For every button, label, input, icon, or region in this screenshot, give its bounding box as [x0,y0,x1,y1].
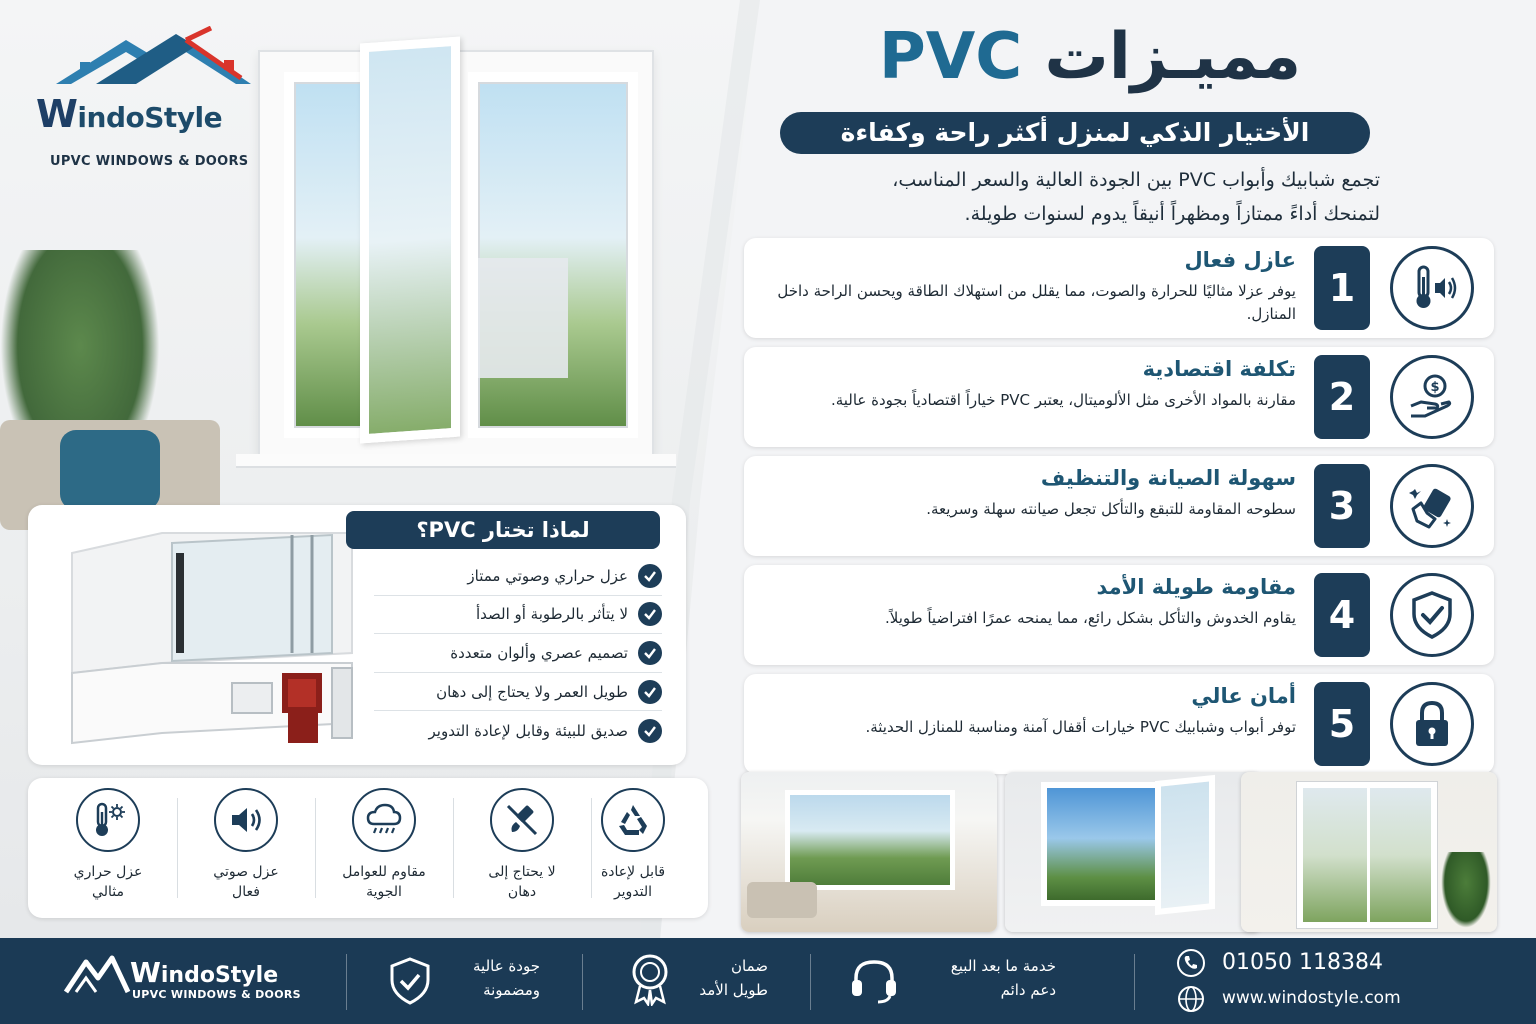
benefits-strip [28,778,708,918]
footer-service-line1: خدمة ما بعد البيع [950,957,1056,975]
shield-check-icon [388,956,432,1006]
footer-warranty-line1: ضمان [731,957,768,975]
why-pvc-card [28,505,686,765]
footer-website[interactable]: www.windostyle.com [1222,988,1401,1008]
footer-quality [440,954,540,1002]
footer-brand [130,956,278,989]
footer-quality-line2: ومضمونة [483,981,540,999]
feature-card-1 [744,238,1494,338]
footer-divider [346,954,347,1010]
phone-icon [1176,948,1206,978]
cleaning-hand-icon [1390,464,1474,548]
list-item [374,634,662,673]
feature-title: تكلفة اقتصادية [1142,357,1296,381]
thermometer-sound-icon [1390,246,1474,330]
money-hand-icon [1390,355,1474,439]
feature-card-4 [744,565,1494,665]
list-item [374,596,662,635]
strip-label: قابل لإعادة [600,864,666,880]
footer-quality-line1: جودة عالية [473,957,540,975]
logo [36,26,276,176]
list-item-label: عزل حراري وصوتي ممتاز [467,566,628,585]
title-pvc: PVC [878,20,1023,94]
globe-icon [1176,984,1206,1014]
feature-title: أمان عالي [1191,684,1296,708]
logo-initial: W [36,92,78,136]
gallery-image-living-room [741,772,997,932]
pvc-profile-illustration [52,513,382,757]
check-icon [638,641,662,665]
logo-brand-text [36,92,222,136]
intro-line-1: تجمع شبابيك وأبواب PVC بين الجودة العالية والسعر المناسب، [892,169,1380,191]
why-list [374,557,662,750]
intro-line-2: لتمنحك أداءً ممتازاً ومظهراً أنيقاً يدوم لسنوات طويلة. [964,203,1380,225]
why-title: لماذا تختار PVC؟ [346,511,660,549]
feature-title: مقاومة طويلة الأمد [1096,575,1296,599]
list-item-label: طويل العمر ولا يحتاج إلى دهان [436,682,628,701]
recycle-icon [601,788,665,852]
feature-card-2 [744,347,1494,447]
feature-number: 2 [1314,355,1370,439]
footer [0,938,1536,1024]
headset-icon [848,954,900,1006]
footer-service [906,954,1056,1002]
strip-label: الجوية [366,884,402,900]
strip-item-weather [316,788,452,908]
strip-label: مثالي [92,884,124,900]
feature-card-3 [744,456,1494,556]
strip-label: دهان [507,884,537,900]
gallery-image-french-doors [1241,772,1497,932]
footer-warranty [676,954,768,1002]
check-icon [638,602,662,626]
strip-item-acoustic [178,788,314,908]
feature-number: 1 [1314,246,1370,330]
logo-brand-name: indoStyle [77,101,223,134]
strip-label: التدوير [613,884,653,900]
list-item-label: تصميم عصري وألوان متعددة [450,643,628,662]
footer-divider [582,954,583,1010]
feature-number: 3 [1314,464,1370,548]
page-title [780,20,1400,110]
strip-item-thermal [40,788,176,908]
list-item-label: لا يتأثر بالرطوبة أو الصدأ [475,605,628,624]
strip-label: لا يحتاج إلى [488,864,556,880]
strip-label: مقاوم للعوامل [342,864,426,880]
check-icon [638,719,662,743]
feature-title: عازل فعال [1184,248,1296,272]
feature-number: 4 [1314,573,1370,657]
check-icon [638,680,662,704]
footer-service-line2: دعم دائم [1000,981,1056,999]
feature-desc: يوفر عزلا مثاليًا للحرارة والصوت، مما يقلل من استهلاك الطاقة ويحسن الراحة داخل المنازل. [777,282,1296,323]
feature-desc: سطوحه المقاومة للتبقع والتأكل تجعل صيانته سهلة وسريعة. [926,500,1296,518]
strip-label: عزل صوتي [213,864,279,880]
strip-item-recycle [565,788,701,908]
footer-brand-name: indoStyle [160,963,279,988]
award-badge-icon [628,952,672,1006]
footer-divider [1134,954,1135,1010]
check-icon [638,564,662,588]
list-item [374,711,662,750]
title-arabic: مميـزات [1044,20,1302,94]
speaker-icon [214,788,278,852]
footer-divider [810,954,811,1010]
footer-logo-icon [62,952,132,1008]
shield-check-icon [1390,573,1474,657]
rain-cloud-icon [352,788,416,852]
list-item [374,557,662,596]
subtitle-bar: الأختيار الذكي لمنزل أكثر راحة وكفاءة [780,112,1370,154]
list-item [374,673,662,712]
footer-brand-initial: W [130,956,161,989]
footer-phone[interactable]: 01050 118384 [1222,950,1383,975]
strip-label: فعال [232,884,260,900]
no-paint-icon [490,788,554,852]
svg-text:$: $ [1430,380,1440,395]
gallery-image-tilt-window [1005,772,1261,932]
footer-warranty-line2: طويل الأمد [699,981,768,999]
feature-title: سهولة الصيانة والتنظيف [1040,466,1296,490]
thermometer-sun-icon [76,788,140,852]
feature-desc: توفر أبواب وشبابيك PVC خيارات أقفال آمنة ومناسبة للمنازل الحديثة. [865,718,1296,736]
feature-desc: يقاوم الخدوش والتأكل بشكل رائع، مما يمنحه عمرًا افتراضياً طويلاً. [885,609,1296,627]
list-item-label: صديق للبيئة وقابل لإعادة التدوير [428,721,628,740]
lock-icon [1390,682,1474,766]
feature-card-5 [744,674,1494,774]
footer-tagline: UPVC WINDOWS & DOORS [132,988,301,1001]
logo-tagline: UPVC WINDOWS & DOORS [50,154,249,169]
intro-text [740,163,1380,231]
strip-label: عزل حراري [73,864,143,880]
feature-desc: مقارنة بالمواد الأخرى مثل الألوميتال، يعتبر PVC خياراً اقتصادياً بجودة عالية. [830,391,1296,409]
feature-number: 5 [1314,682,1370,766]
